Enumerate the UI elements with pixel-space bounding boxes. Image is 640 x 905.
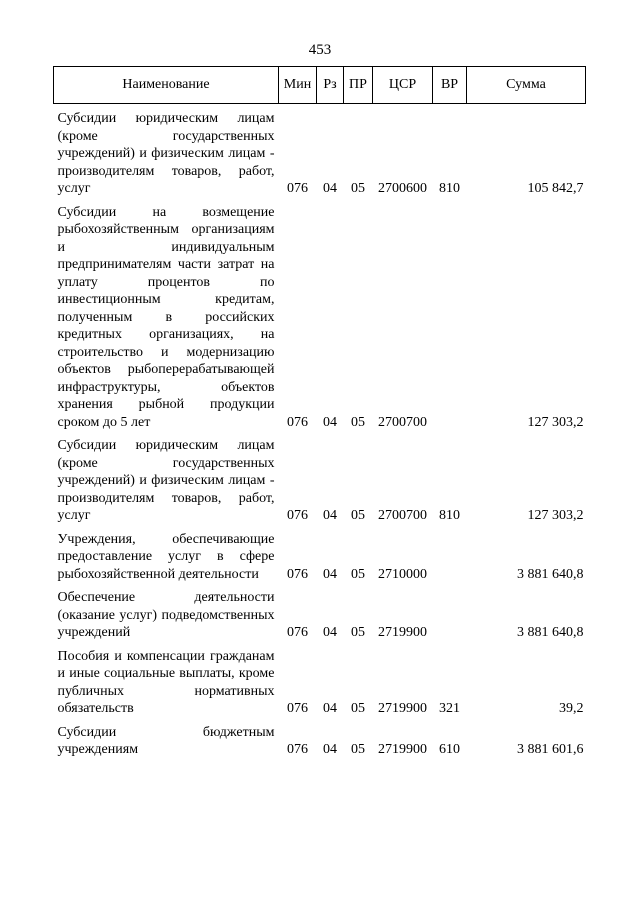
table-row xyxy=(54,198,586,432)
table-row xyxy=(54,642,586,718)
row-vr: 810 xyxy=(439,181,460,196)
row-rz: 04 xyxy=(323,701,337,716)
page-number: 453 xyxy=(308,42,332,58)
row-min: 076 xyxy=(287,414,308,430)
row-pr: 05 xyxy=(351,701,365,716)
header-sum: Сумма xyxy=(467,67,586,104)
row-rz: 04 xyxy=(323,566,337,582)
row-csr: 2700700 xyxy=(378,508,427,523)
row-sum: 3 881 640,8 xyxy=(517,625,584,640)
header-rz: Рз xyxy=(317,67,344,104)
row-sum: 3 881 640,8 xyxy=(517,566,584,582)
row-pr: 05 xyxy=(351,625,365,640)
row-sum: 39,2 xyxy=(559,701,584,716)
row-csr: 2700700 xyxy=(378,414,427,430)
header-csr: ЦСР xyxy=(373,67,433,104)
row-pr: 05 xyxy=(351,508,365,523)
table-row xyxy=(54,718,586,759)
row-min: 076 xyxy=(287,742,308,757)
budget-table xyxy=(53,66,586,759)
header-vr: ВР xyxy=(433,67,467,104)
row-csr: 2719900 xyxy=(378,742,427,757)
row-rz: 04 xyxy=(323,625,337,640)
row-name: Пособия и компенсации гражданам и иные социальные выплаты, кроме публичных нормативных обязательств xyxy=(57,648,275,716)
row-pr: 05 xyxy=(351,742,365,757)
row-rz: 04 xyxy=(323,181,337,196)
table-row xyxy=(54,431,586,525)
table-row xyxy=(54,583,586,642)
row-vr: 321 xyxy=(439,701,460,716)
header-name: Наименование xyxy=(54,67,279,104)
row-pr: 05 xyxy=(351,181,365,196)
table-row xyxy=(54,104,586,198)
row-min: 076 xyxy=(287,566,308,582)
row-name: Субсидии на возмещение рыбохозяйственным организациям и индивидуальным предпринимателям части затрат на уплату процентов по инвестиционным кредитам, полученным в российских кредитных организациях, на строительство и модернизацию объектов рыбоперерабатывающей инфраструктуры, объектов хранения рыбной продукции сроком до 5 лет xyxy=(57,204,275,430)
header-min: Мин xyxy=(279,67,317,104)
row-name: Субсидии юридическим лицам (кроме государственных учреждений) и физическим лицам - производителям товаров, работ, услуг xyxy=(57,438,275,523)
row-vr xyxy=(433,198,467,432)
row-min: 076 xyxy=(287,625,308,640)
row-csr: 2719900 xyxy=(378,701,427,716)
row-sum: 127 303,2 xyxy=(527,508,584,523)
row-csr: 2719900 xyxy=(378,625,427,640)
row-rz: 04 xyxy=(323,414,337,430)
row-pr: 05 xyxy=(351,414,365,430)
row-vr: 810 xyxy=(439,508,460,523)
row-rz: 04 xyxy=(323,508,337,523)
row-min: 076 xyxy=(287,701,308,716)
header-pr: ПР xyxy=(344,67,373,104)
row-name: Обеспечение деятельности (оказание услуг) подведомственных учреждений xyxy=(57,590,275,640)
row-sum: 3 881 601,6 xyxy=(517,742,584,757)
row-rz: 04 xyxy=(323,742,337,757)
row-csr: 2700600 xyxy=(378,181,427,196)
table-row xyxy=(54,525,586,584)
row-min: 076 xyxy=(287,181,308,196)
row-csr: 2710000 xyxy=(378,566,427,582)
table-header xyxy=(54,67,586,104)
row-vr xyxy=(433,525,467,584)
row-name: Субсидии бюджетным учреждениям xyxy=(57,724,275,757)
row-min: 076 xyxy=(287,508,308,523)
row-pr: 05 xyxy=(351,566,365,582)
row-vr: 610 xyxy=(439,742,460,757)
row-vr xyxy=(433,583,467,642)
row-name: Субсидии юридическим лицам (кроме государственных учреждений) и физическим лицам - производителям товаров, работ, услуг xyxy=(57,111,275,196)
row-name: Учреждения, обеспечивающие предоставление услуг в сфере рыбохозяйственной деятельности xyxy=(57,531,275,582)
row-sum: 127 303,2 xyxy=(527,414,584,430)
row-sum: 105 842,7 xyxy=(527,181,584,196)
